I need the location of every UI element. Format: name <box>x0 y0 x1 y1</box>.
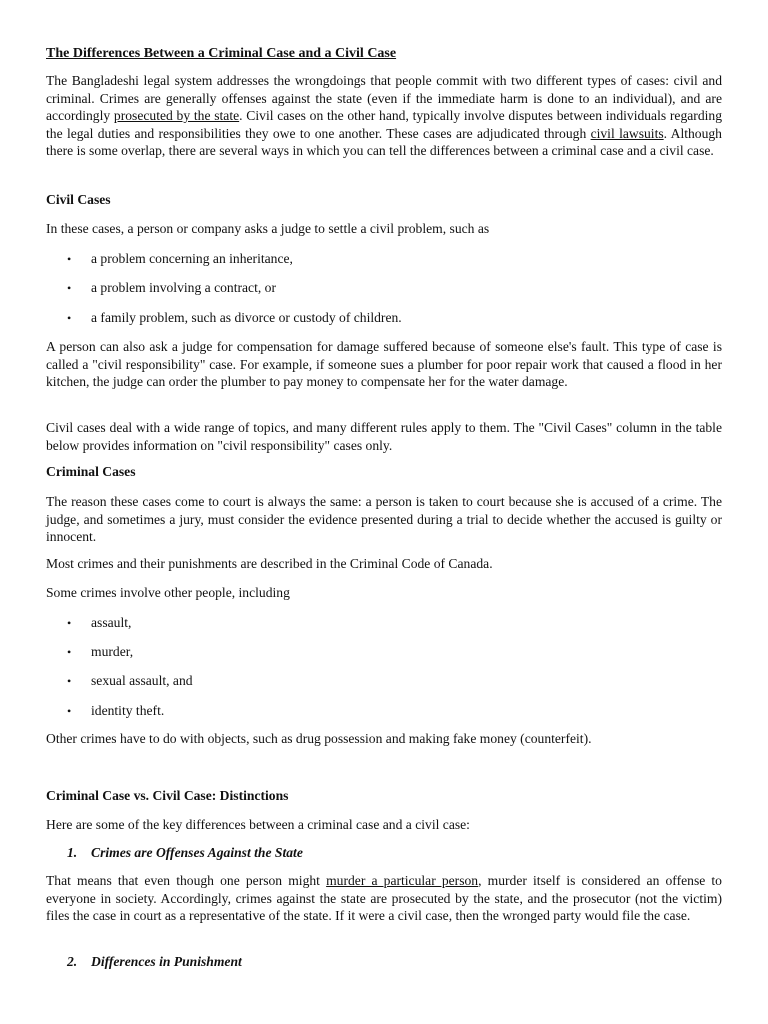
distinctions-text-2: , murder itself is considered an offense to everyone in society. Accordingly, crimes against the state are prosecuted by the state, and the prosecutor (not the victim) files the case in court as a representative of the state. If it were a civil case, then the wronged party would file the case. <box>46 873 722 924</box>
intro-text-3: . Although there is some overlap, there are several ways in which you can tell the differences between a criminal case and a civil case. <box>46 125 722 159</box>
list-number: 1. <box>67 845 78 860</box>
list-item-text: sexual assault, and <box>91 673 193 688</box>
prosecuted-by-state-link[interactable]: prosecuted by the state <box>113 108 240 124</box>
criminal-cases-heading: Criminal Cases <box>46 464 136 479</box>
list-item-text: a problem concerning an inheritance, <box>91 251 293 266</box>
bullet-icon: • <box>67 704 72 718</box>
civil-paragraph-2: Civil cases deal with a wide range of topics, and many different rules apply to them. The "Civil Cases" column in the table below provides information on "civil responsibility" cases only. <box>46 420 722 453</box>
bullet-icon: • <box>67 252 72 266</box>
list-number: 2. <box>67 954 78 969</box>
list-item <box>67 703 164 719</box>
list-item-text: a problem involving a contract, or <box>91 280 276 295</box>
numbered-heading-2 <box>67 954 242 970</box>
bullet-icon: • <box>67 616 72 630</box>
list-item <box>67 310 402 326</box>
criminal-paragraph-3: Other crimes have to do with objects, such as drug possession and making fake money (counterfeit). <box>46 731 592 746</box>
distinctions-lead: Here are some of the key differences between a criminal case and a civil case: <box>46 817 470 832</box>
list-item <box>67 251 293 267</box>
intro-text-2: . Civil cases on the other hand, typically involve disputes between individuals regarding the legal duties and responsibilities they owe to one another. These cases are adjudicated through <box>46 108 722 141</box>
distinctions-paragraph-1 <box>46 872 722 925</box>
document-title: The Differences Between a Criminal Case and a Civil Case <box>46 46 397 61</box>
criminal-lead: Some crimes involve other people, including <box>46 585 290 600</box>
list-item-text: identity theft. <box>91 703 165 718</box>
list-item-text: a family problem, such as divorce or custody of children. <box>91 310 402 325</box>
bullet-icon: • <box>67 311 72 325</box>
list-item <box>67 673 193 689</box>
murder-particular-person-link[interactable]: murder a particular person <box>326 873 479 888</box>
bullet-icon: • <box>67 674 72 688</box>
civil-lawsuits-link[interactable]: civil lawsuits <box>590 125 664 141</box>
distinctions-text-1: That means that even though one person might <box>46 873 327 888</box>
list-item <box>67 644 133 660</box>
bullet-icon: • <box>67 281 72 295</box>
civil-lead: In these cases, a person or company asks a judge to settle a civil problem, such as <box>46 221 490 236</box>
distinctions-heading: Criminal Case vs. Civil Case: Distinctions <box>46 788 289 803</box>
criminal-paragraph-2: Most crimes and their punishments are described in the Criminal Code of Canada. <box>46 556 493 571</box>
numbered-heading-text: Differences in Punishment <box>91 954 242 969</box>
criminal-paragraph-1: The reason these cases come to court is always the same: a person is taken to court because she is accused of a crime. The judge, and sometimes a jury, must consider the evidence presented during a trial to decide whether the accused is guilty or innocent. <box>46 494 722 545</box>
bullet-icon: • <box>67 645 72 659</box>
intro-paragraph <box>46 72 722 160</box>
intro-text-1: The Bangladeshi legal system addresses the wrongdoings that people commit with two different types of cases: civil and criminal. Crimes are generally offenses against the state (even if the immediate harm is done to an individual), and are accordingly <box>46 73 722 124</box>
numbered-heading-text: Crimes are Offenses Against the State <box>91 845 303 860</box>
civil-cases-heading: Civil Cases <box>46 192 111 207</box>
list-item-text: assault, <box>91 615 132 630</box>
list-item <box>67 280 276 296</box>
numbered-heading-1 <box>67 845 303 861</box>
civil-paragraph-1: A person can also ask a judge for compensation for damage suffered because of someone else's fault. This type of case is called a "civil responsibility" case. For example, if someone sues a plumber for poor repair work that caused a flood in her kitchen, the judge can order the plumber to pay money to compensate her for the water damage. <box>46 339 722 390</box>
list-item-text: murder, <box>91 644 134 659</box>
list-item <box>67 615 131 631</box>
